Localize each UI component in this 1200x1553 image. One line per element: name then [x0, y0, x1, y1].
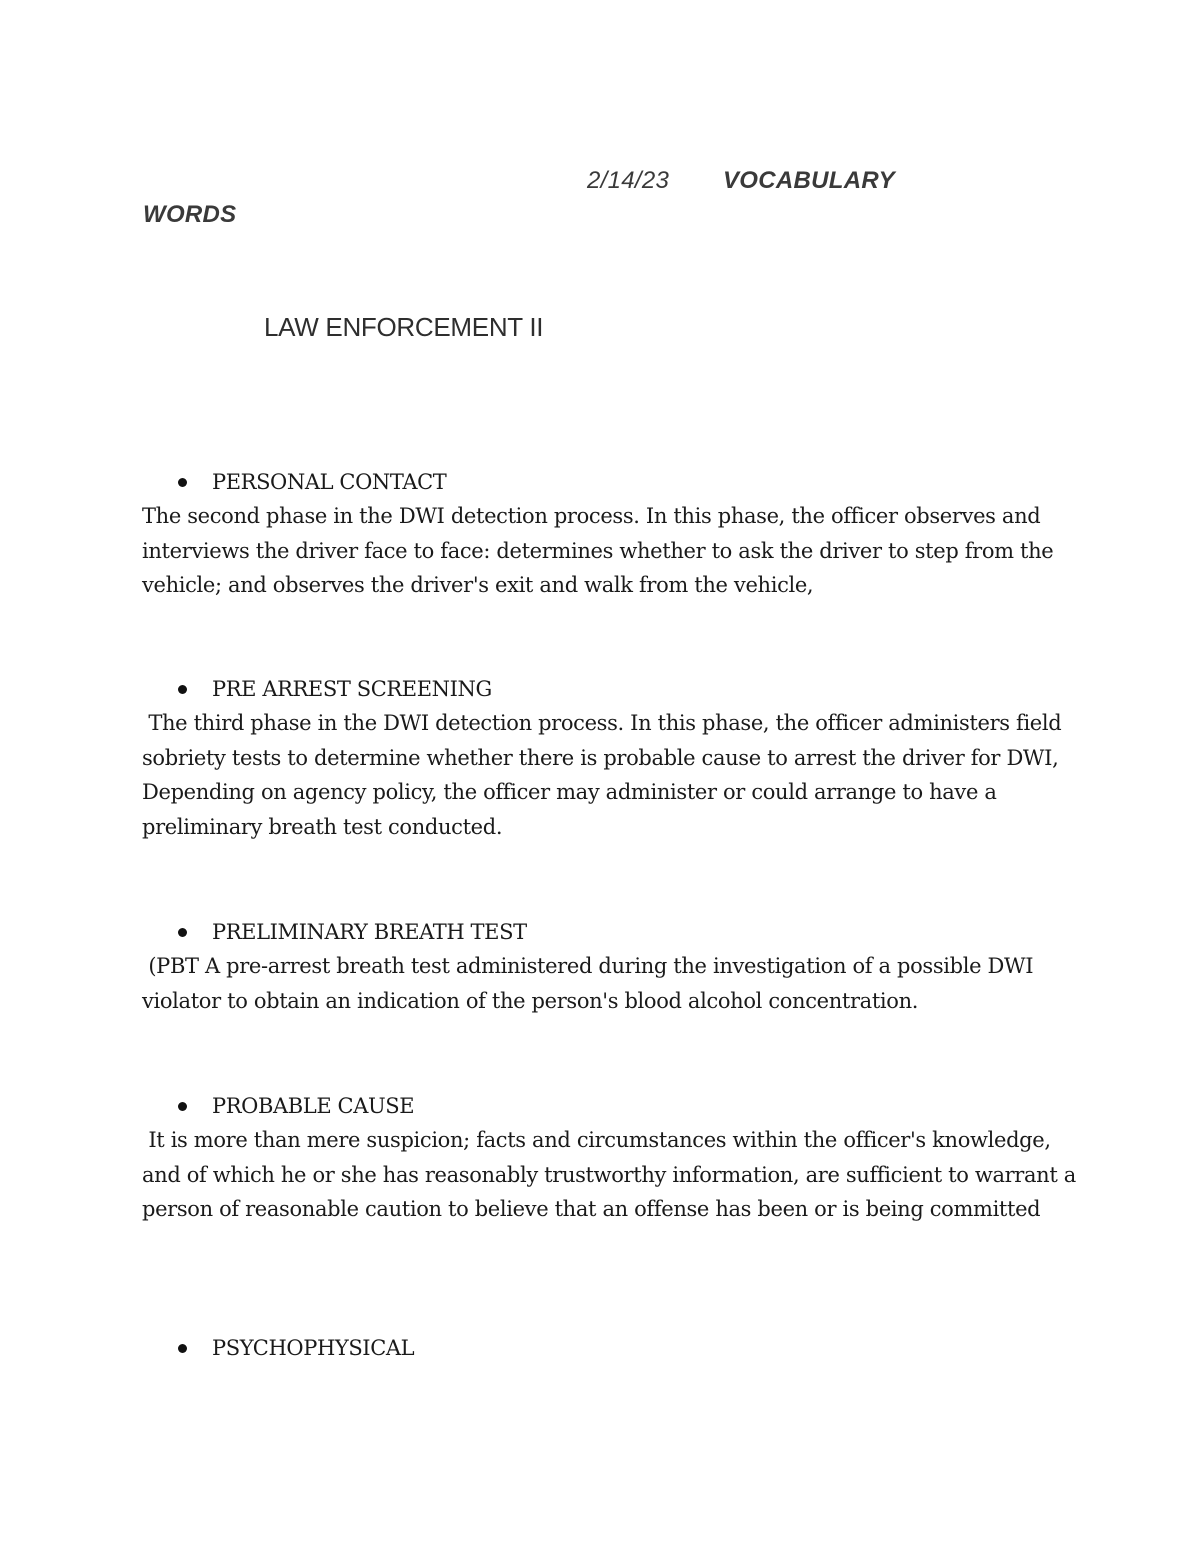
- vocab-term: [142, 1089, 1082, 1123]
- vocab-definition: The third phase in the DWI detection process. In this phase, the officer administers field sobriety tests to determine whether there is probable cause to arrest the driver for DWI, Depending on agency policy, the officer may administer or could arrange to have a preliminary breath test conducted.: [142, 711, 1068, 839]
- document-title: LAW ENFORCEMENT II: [264, 312, 544, 342]
- vocab-term: [142, 672, 1082, 706]
- vocab-definition: It is more than mere suspicion; facts and circumstances within the officer's knowledge, and of which he or she has reasonably trustworthy information, are sufficient to warrant a person of reasonable caution to believe that an offense has been or is being committed: [142, 1128, 1083, 1221]
- vocab-entry-psychophysical: [142, 1331, 1082, 1365]
- header-label-vocabulary: VOCABULARY: [723, 167, 895, 194]
- vocab-term-text: PRELIMINARY BREATH TEST: [212, 920, 527, 944]
- vocab-term-text: PERSONAL CONTACT: [212, 470, 447, 494]
- vocab-term-text: PRE ARREST SCREENING: [212, 677, 492, 701]
- bullet-icon: [178, 928, 187, 937]
- vocab-term-text: PROBABLE CAUSE: [212, 1094, 415, 1118]
- vocab-term-text: PSYCHOPHYSICAL: [212, 1336, 415, 1360]
- vocab-entry-personal-contact: [142, 465, 1082, 603]
- vocab-entry-preliminary-breath-test: [142, 915, 1082, 1018]
- vocab-term: [142, 1331, 1082, 1365]
- vocab-entry-probable-cause: [142, 1089, 1082, 1227]
- bullet-icon: [178, 478, 187, 487]
- bullet-icon: [178, 1344, 187, 1353]
- vocab-term: [142, 465, 1082, 499]
- bullet-icon: [178, 685, 187, 694]
- vocab-definition: The second phase in the DWI detection process. In this phase, the officer observes and interviews the driver face to face: determines whether to ask the driver to step from the vehicle; and observes the driver's exit and walk from the vehicle,: [142, 504, 1060, 597]
- vocab-entry-pre-arrest-screening: [142, 672, 1082, 844]
- bullet-icon: [178, 1102, 187, 1111]
- header-date: 2/14/23: [587, 167, 670, 194]
- header-label-words: WORDS: [143, 201, 237, 228]
- vocab-term: [142, 915, 1082, 949]
- vocab-definition: (PBT A pre-arrest breath test administered during the investigation of a possible DWI violator to obtain an indication of the person's blood alcohol concentration.: [142, 954, 1040, 1013]
